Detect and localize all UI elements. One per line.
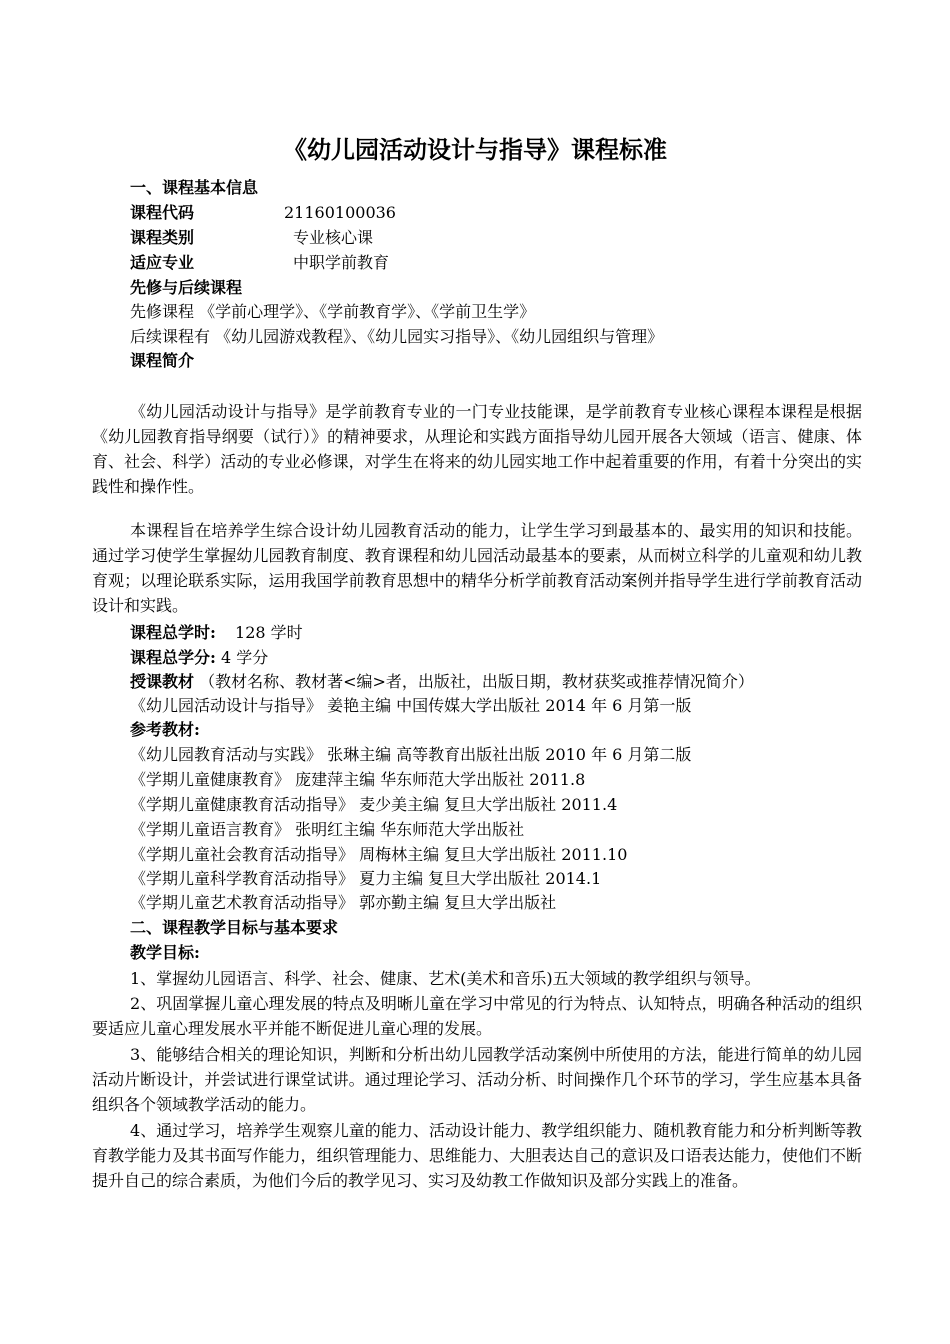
major-value: 中职学前教育 <box>293 253 390 272</box>
total-hours <box>130 621 303 645</box>
total-credits-label: 课程总学分: <box>130 648 216 667</box>
intro-paragraph-1: 《幼儿园活动设计与指导》是学前教育专业的一门专业技能课，是学前教育专业核心课程本课程是根据《幼儿园教育指导纲要（试行）》的精神要求，从理论和实践方面指导幼儿园开展各大领域（语言、健康、体育、社会、科学）活动的专业必修课，对学生在将来的幼儿园实地工作中起着重要的作用，有着十分突出的实践性和操作性。 <box>92 402 862 496</box>
textbook-entry: 《幼儿园活动设计与指导》 姜艳主编 中国传媒大学出版社 2014 年 6 月第一版 <box>130 696 692 715</box>
references-label: 参考教材: <box>130 720 200 739</box>
reference-item: 《学期儿童语言教育》 张明红主编 华东师范大学出版社 <box>130 820 525 839</box>
teaching-goal-item: 1、掌握幼儿园语言、科学、社会、健康、艺术(美术和音乐)五大领域的教学组织与领导。 <box>130 969 761 988</box>
reference-item: 《学期儿童科学教育活动指导》 夏力主编 复旦大学出版社 2014.1 <box>130 869 602 888</box>
teaching-goal-item: 3、能够结合相关的理论知识，判断和分析出幼儿园教学活动案例中所使用的方法，能进行简单的幼儿园活动片断设计，并尝试进行课堂试讲。通过理论学习、活动分析、时间操作几个环节的学习，学生应基本具备组织各个领域教学活动的能力。 <box>92 1045 862 1114</box>
major-label: 适应专业 <box>130 253 195 272</box>
total-credits-value: 4 学分 <box>221 648 269 667</box>
textbook-label: 授课教材 <box>130 672 195 691</box>
course-code-value: 21160100036 <box>284 203 396 222</box>
section-2-heading: 二、课程教学目标与基本要求 <box>130 918 339 937</box>
reference-item: 《幼儿园教育活动与实践》 张琳主编 高等教育出版社出版 2010 年 6 月第二版 <box>130 745 692 764</box>
total-hours-value: 128 学时 <box>235 623 303 642</box>
total-credits <box>130 646 268 670</box>
reference-item: 《学期儿童健康教育》 庞建萍主编 华东师范大学出版社 2011.8 <box>130 770 586 789</box>
reference-item: 《学期儿童艺术教育活动指导》 郭亦勤主编 复旦大学出版社 <box>130 893 557 912</box>
teaching-goal-item: 2、巩固掌握儿童心理发展的特点及明晰儿童在学习中常见的行为特点、认知特点，明确各种活动的组织要适应儿童心理发展水平并能不断促进儿童心理的发展。 <box>92 994 862 1038</box>
prereq-heading: 先修与后续课程 <box>130 278 243 297</box>
total-hours-label: 课程总学时: <box>130 623 216 642</box>
reference-item: 《学期儿童社会教育活动指导》 周梅林主编 复旦大学出版社 2011.10 <box>130 845 628 864</box>
prereq-courses: 先修课程 《学前心理学》、《学前教育学》、《学前卫生学》 <box>130 302 536 321</box>
intro-paragraph-2: 本课程旨在培养学生综合设计幼儿园教育活动的能力，让学生学习到最基本的、最实用的知识和技能。通过学习使学生掌握幼儿园教育制度、教育课程和幼儿园活动最基本的要素，从而树立科学的儿童观和幼儿教育观；以理论联系实际，运用我国学前教育思想中的精华分析学前教育活动案例并指导学生进行学前教育活动设计和实践。 <box>92 521 862 615</box>
course-type-value: 专业核心课 <box>293 228 374 247</box>
course-code-label: 课程代码 <box>130 203 195 222</box>
textbook <box>130 670 754 694</box>
course-type-label: 课程类别 <box>130 228 195 247</box>
textbook-note: （教材名称、教材著<编>者，出版社，出版日期，教材获奖或推荐情况简介） <box>199 672 754 691</box>
teaching-goal-item: 4、通过学习，培养学生观察儿童的能力、活动设计能力、教学组织能力、随机教育能力和分析判断等教育教学能力及其书面写作能力，组织管理能力、思维能力、大胆表达自己的意识及口语表达能力，使他们不断提升自己的综合素质，为他们今后的教学见习、实习及幼教工作做知识及部分实践上的准备。 <box>92 1121 862 1190</box>
followup-courses: 后续课程有 《幼儿园游戏教程》、《幼儿园实习指导》、《幼儿园组织与管理》 <box>130 327 664 346</box>
reference-item: 《学期儿童健康教育活动指导》 麦少美主编 复旦大学出版社 2011.4 <box>130 795 618 814</box>
section-1-heading: 一、课程基本信息 <box>130 178 259 197</box>
teaching-goals-label: 教学目标: <box>130 943 200 962</box>
intro-heading: 课程简介 <box>130 351 195 370</box>
page-title: 《幼儿园活动设计与指导》课程标准 <box>283 135 667 164</box>
